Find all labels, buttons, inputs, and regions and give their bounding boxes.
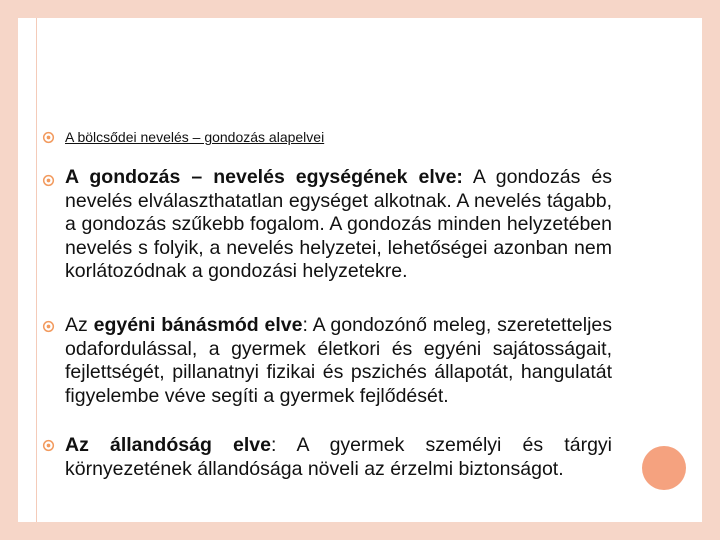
principle-paragraph-2 [65,314,612,408]
principle-paragraph-1 [65,166,612,284]
principle-text-1: A gondozás és nevelés elválaszthatatlan egységet alkotnak. A nevelés tágabb, a gondozás szűkebb fogalom. A gondozás minden helyzetében nevelés s folyik, a nevelés helyzetei, lehetőségei azonban nem korlátozódnak a gondozási helyzetekre. [65,166,612,283]
principle-title-3: Az állandóság elve [65,434,271,456]
principle-title-1: A gondozás – nevelés egységének elve: [65,166,463,188]
sun-bullet-icon [42,439,55,452]
decorative-circle [642,446,686,490]
principle-prefix-2: Az [65,314,94,336]
sun-bullet-icon [42,131,55,144]
left-divider-line [36,18,37,522]
principle-paragraph-3 [65,434,612,481]
sun-bullet-icon [42,320,55,333]
principle-text-3: : A gyermek személyi és tárgyi környezetének állandósága növeli az érzelmi biztonságot. [65,434,612,480]
sun-bullet-icon [42,174,55,187]
principle-text-2: : A gondozónő meleg, szeretetteljes odafordulással, a gyermek életkori és egyéni sajátosságait, fejlettségét, pillanatnyi fizikai és pszichés állapotát, hangulatát figyelembe véve segíti a gyermek fejlődését. [65,314,612,407]
section-heading: A bölcsődei nevelés – gondozás alapelvei [65,129,325,145]
principle-title-2: egyéni bánásmód elve [93,314,303,336]
